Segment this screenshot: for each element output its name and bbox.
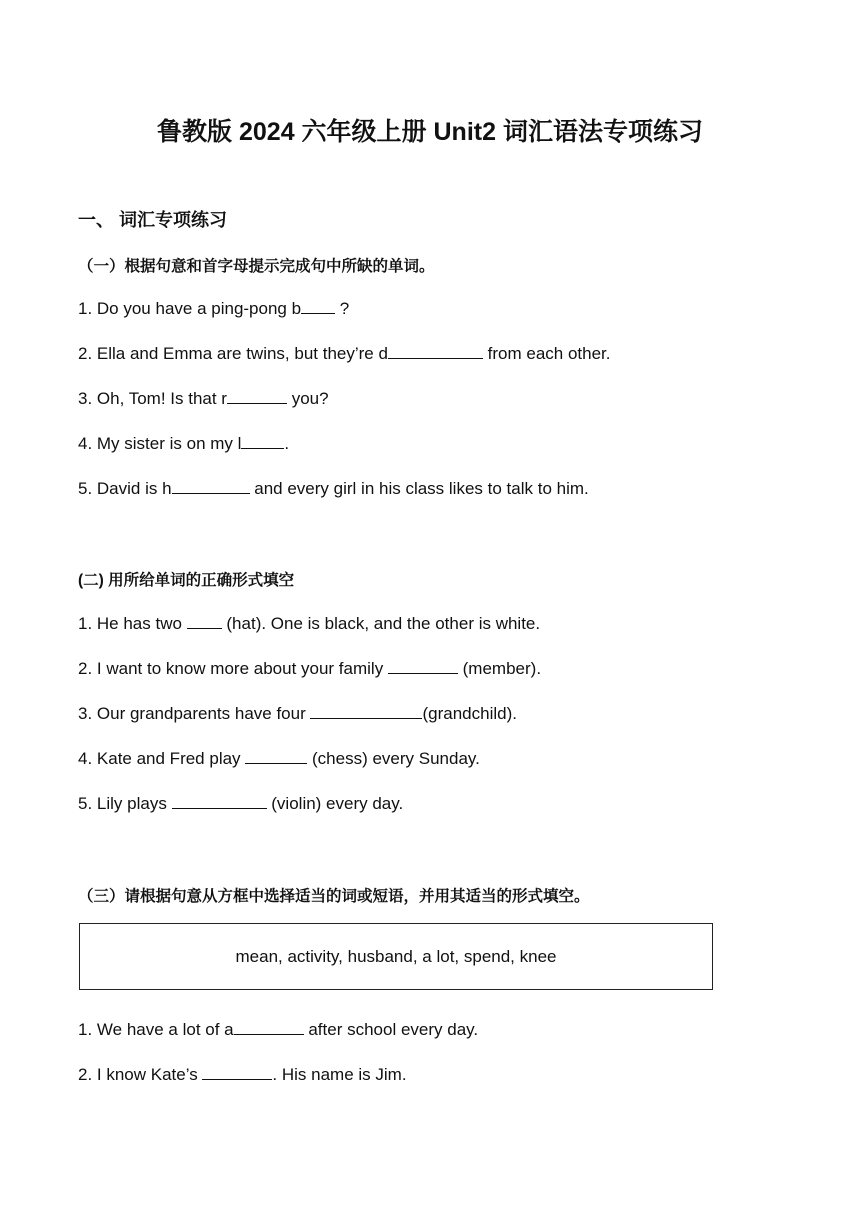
question-text: you?	[286, 389, 329, 408]
answer-blank[interactable]	[310, 701, 422, 719]
question-text: 2. I want to know more about your family	[78, 659, 388, 678]
question-text: ?	[335, 299, 350, 318]
question-c1	[78, 1017, 478, 1041]
question-text: 1. He has two	[78, 614, 187, 633]
question-text: (chess) every Sunday.	[307, 749, 480, 768]
answer-blank[interactable]	[227, 386, 287, 404]
question-text: 4. Kate and Fred play	[78, 749, 246, 768]
question-b2	[78, 656, 541, 680]
question-b5	[78, 791, 403, 815]
answer-blank[interactable]	[202, 1062, 272, 1080]
word-box-text: mean, activity, husband, a lot, spend, knee	[235, 946, 557, 966]
answer-blank[interactable]	[388, 341, 483, 359]
question-text: 4. My sister is on my l	[78, 434, 242, 453]
question-b4	[78, 746, 480, 770]
answer-blank[interactable]	[172, 476, 250, 494]
question-a5	[78, 476, 589, 500]
question-a1	[78, 296, 349, 320]
answer-blank[interactable]	[241, 431, 284, 449]
question-text: . His name is Jim.	[272, 1065, 407, 1084]
question-text: 5. Lily plays	[78, 794, 172, 813]
word-box	[79, 923, 713, 990]
question-text: and every girl in his class likes to talk to him.	[249, 479, 589, 498]
question-b1	[78, 611, 540, 635]
question-text: 1. We have a lot of a	[78, 1020, 234, 1039]
question-text: 3. Our grandparents have four	[78, 704, 311, 723]
question-text: after school every day.	[303, 1020, 479, 1039]
question-text: 3. Oh, Tom! Is that r	[78, 389, 227, 408]
question-text: 2. Ella and Emma are twins, but they’re d	[78, 344, 388, 363]
question-text: 1. Do you have a ping-pong b	[78, 299, 302, 318]
question-text: (member).	[457, 659, 542, 678]
question-text: 2. I know Kate’s	[78, 1065, 203, 1084]
answer-blank[interactable]	[187, 611, 222, 629]
question-text: 5. David is h	[78, 479, 172, 498]
question-text: .	[284, 434, 290, 453]
question-text: from each other.	[482, 344, 611, 363]
part-a-instruction: （一）根据句意和首字母提示完成句中所缺的单词。	[78, 258, 435, 275]
question-text: (violin) every day.	[266, 794, 404, 813]
section-heading: 一、 词汇专项练习	[78, 210, 228, 230]
part-c-instruction: （三）请根据句意从方框中选择适当的词或短语，并用其适当的形式填空。	[78, 888, 590, 905]
question-text: (hat). One is black, and the other is white.	[221, 614, 541, 633]
answer-blank[interactable]	[172, 791, 267, 809]
question-b3	[78, 701, 517, 725]
page-title: 鲁教版 2024 六年级上册 Unit2 词汇语法专项练习	[157, 118, 703, 146]
question-a3	[78, 386, 329, 410]
question-text: (grandchild).	[422, 704, 517, 723]
answer-blank[interactable]	[245, 746, 307, 764]
answer-blank[interactable]	[234, 1017, 304, 1035]
part-b-instruction: (二) 用所给单词的正确形式填空	[78, 572, 295, 589]
question-a4	[78, 431, 289, 455]
question-c2	[78, 1062, 407, 1086]
question-a2	[78, 341, 611, 365]
answer-blank[interactable]	[301, 296, 335, 314]
answer-blank[interactable]	[388, 656, 458, 674]
